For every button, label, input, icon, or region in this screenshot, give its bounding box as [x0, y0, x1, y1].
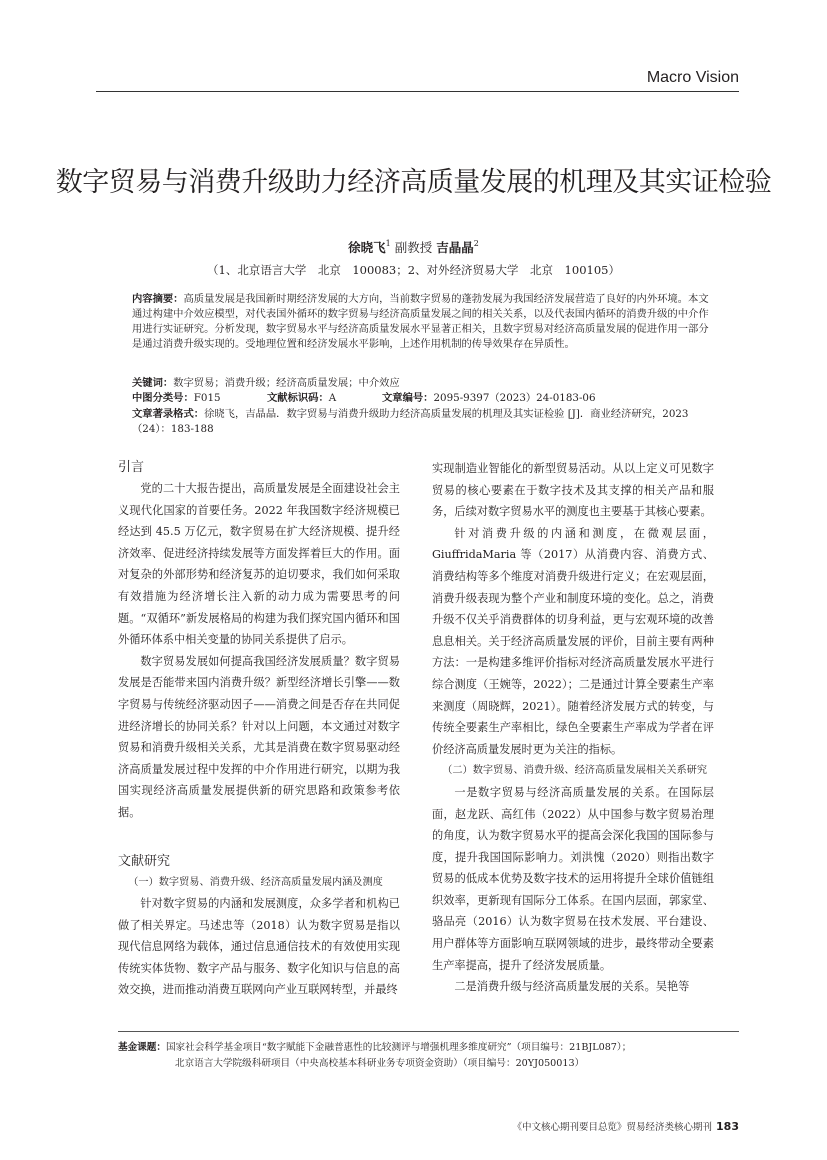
- affiliation-line: （1、北京语言大学 北京 100083；2、对外经济贸易大学 北京 100105）: [207, 263, 620, 277]
- keywords-label: 关键词：: [132, 377, 174, 389]
- paragraph: 实现制造业智能化的新型贸易活动。从以上定义可见数字贸易的核心要素在于数字技术及其支撑的相关产品和服务，后续对数字贸易水平的测度也主要基于其核心要素。: [432, 462, 714, 519]
- abstract-text: 高质量发展是我国新时期经济发展的大方向，当前数字贸易的蓬勃发展为我国经济发展营造了良好的内外环境。本文通过构建中介效应模型，对代表国外循环的数字贸易与经济高质量发展之间的相关关系，以及代表国内循环的消费升级的中介作用进行实证研究。分析发现，数字贸易水平与经济高质量发展水平显著正相关，且数字贸易对经济高质量发展的促进作用一部分是通过消费升级实现的。受地理位置和经济发展水平影响，上述作用机制的传导效果存在异质性。: [132, 293, 709, 351]
- keywords: [132, 376, 712, 391]
- funding-line-1: 国家社会科学基金项目“数字赋能下金融普惠性的比较测评与增强机理多维度研究”（项目编号：21BJL087）；: [165, 1042, 632, 1053]
- header-rule: [96, 91, 739, 92]
- right-column: [432, 458, 714, 998]
- section-heading-introduction: 引言: [118, 460, 145, 475]
- abstract-label: 内容摘要：: [132, 293, 184, 305]
- funding-label: 基金课题：: [118, 1042, 166, 1053]
- paragraph: 二是消费升级与经济高质量发展的关系。吴艳等: [454, 980, 690, 994]
- paragraph: 针对消费升级的内涵和测度，在微观层面，GiuffridaMaria 等（2017）从消费内容、消费方式、消费结构等多个维度对消费升级进行定义；在宏观层面，消费升级表现为整个产业和制度环境的变化。总之，消费升级不仅关乎消费群体的切身利益，更与宏观环境的改善息息相关。关于经济高质量发展的评价，目前主要有两种方法：一是构建多维评价指标对经济高质量发展水平进行综合测度（王婉等，2022）；二是通过计算全要素生产率来测度（周晓辉，2021）。随着经济发展方式的转变，与传统全要素生产率相比，绿色全要素生产率成为学者在评价经济高质量发展时更为关注的指标。: [432, 526, 714, 756]
- classification-codes: [132, 391, 712, 406]
- paragraph: 党的二十大报告提出，高质量发展是全面建设社会主义现代化国家的首要任务。2022 年我国数字经济规模已经达到 45.5 万亿元，数字贸易在扩大经济规模、提升经济效率、促进经济持续发展等方面发挥着巨大的作用。面对复杂的外部形势和经济复苏的迫切要求，我们如何采取有效措施为经济增长注入新的动力成为需要思考的问题。“双循环”新发展格局的构建为我们探究国内循环和国外循环体系中相关变量的协同关系提供了启示。: [118, 482, 400, 647]
- paper-title: 数字贸易与消费升级助力经济高质量发展的机理及其实证检验: [55, 167, 772, 198]
- page-footer: [513, 1119, 739, 1133]
- left-column: [118, 458, 400, 1001]
- author-line: [0, 238, 827, 256]
- subsection-heading: （一）数字贸易、消费升级、经济高质量发展内涵及测度: [128, 876, 383, 888]
- author-1-affil-mark: 1: [385, 239, 391, 248]
- clc-code: 中图分类号：F015: [132, 392, 221, 404]
- section-gap: [118, 824, 400, 852]
- paragraph: 针对数字贸易的内涵和发展测度，众多学者和机构已做了相关界定。马述忠等（2018）认为数字贸易是指以现代信息网络为载体，通过信息通信技术的有效使用实现传统实体货物、数字产品与服务、数字化知识与信息的高效交换，进而推动消费互联网向产业互联网转型，并最终: [118, 897, 400, 997]
- author-1: 徐晓飞: [348, 240, 386, 255]
- journal-index-note: 《中文核心期刊要目总览》贸易经济类核心期刊: [512, 1122, 713, 1133]
- citation-format: [132, 407, 712, 437]
- author-2-affil-mark: 2: [473, 239, 479, 248]
- citation-text: 徐晓飞，吉晶晶．数字贸易与消费升级助力经济高质量发展的机理及其实证检验 [J]．商业经济研究，2023（24）：183-188: [132, 408, 689, 436]
- paragraph: 一是数字贸易与经济高质量发展的关系。在国际层面，赵龙跃、高红伟（2022）从中国参与数字贸易治理的角度，认为数字贸易水平的提高会深化我国的国际参与度，提升我国国际影响力。刘洪愧（2020）则指出数字贸易的低成本优势及数字技术的运用将提升全球价值链组织效率，更新现有国际分工体系。在国内层面，郭家堂、骆品亮（2016）认为数字贸易在技术发展、平台建设、用户群体等方面影响互联网领域的进步，最终带动全要素生产率提高，提升了经济发展质量。: [432, 785, 714, 972]
- abstract: [132, 292, 712, 352]
- funding-line-2: 北京语言大学院级科研项目（中央高校基本科研业务专项资金资助）（项目编号：20YJ050013）: [175, 1058, 585, 1069]
- section-heading-literature: 文献研究: [118, 853, 171, 869]
- paragraph: 数字贸易发展如何提高我国经济发展质量？数字贸易发展是否能带来国内消费升级？新型经济增长引擎——数字贸易与传统经济驱动因子——消费之间是否存在共同促进经济增长的协同关系？针对以上问题，本文通过对数字贸易和消费升级相关关系，尤其是消费在数字贸易驱动经济高质量发展过程中发挥的中介作用进行研究，以期为我国实现经济高质量发展提供新的研究思路和政策参考依据。: [118, 654, 400, 819]
- journal-section-brand: Macro Vision: [646, 69, 739, 86]
- author-2: 吉晶晶: [436, 240, 474, 255]
- author-1-role: 副教授: [394, 240, 433, 255]
- funding-note: [118, 1040, 728, 1072]
- doc-code: 文献标识码：A: [267, 392, 337, 404]
- citation-label: 文章著录格式：: [132, 408, 205, 420]
- footnote-rule: [118, 1031, 739, 1032]
- keywords-text: 数字贸易；消费升级；经济高质量发展；中介效应: [173, 377, 400, 389]
- article-number: 文章编号：2095-9397（2023）24-0183-06: [382, 392, 596, 404]
- page-number: 183: [716, 1120, 739, 1133]
- subsection-heading: （二）数字贸易、消费升级、经济高质量发展相关关系研究: [442, 765, 708, 777]
